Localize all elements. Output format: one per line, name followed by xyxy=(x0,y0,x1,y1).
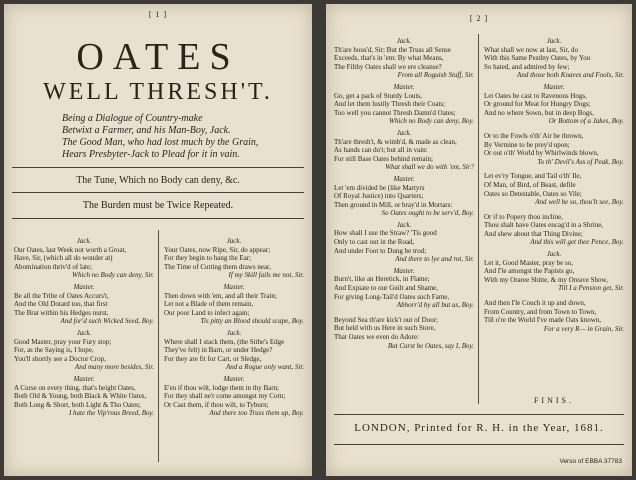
speaker-label: Jack. xyxy=(226,237,242,245)
verso-note: Verso of EBBA 37783 xyxy=(559,458,622,465)
stanza xyxy=(164,329,304,372)
stanza xyxy=(334,221,474,264)
divider xyxy=(334,444,624,445)
speaker-label: Master. xyxy=(543,82,565,91)
intro-line: Being a Dialogue of Country-make xyxy=(62,113,203,124)
verse-line: Exceeds, that's in 'em: By what Means, xyxy=(334,54,444,63)
refrain-line: And for'd such Wicked Seed, Boy. xyxy=(60,317,154,326)
verse-line: Your Oates, now Ripe, Sir, do appear; xyxy=(164,245,271,254)
finis: FINIS. xyxy=(533,396,574,405)
verse-line: How shall I use the Straw? 'Tis good xyxy=(334,229,437,238)
verse-line: And under Foot to Dung be trod; xyxy=(334,246,427,255)
refrain-line: And there to lye and rot, Sir. xyxy=(395,255,474,264)
verse-line: Or Cast them, if thou wilt, to Tyburn; xyxy=(164,400,269,409)
verse-line: Till o're the World I've made Oats known, xyxy=(484,316,602,325)
stanza xyxy=(164,375,304,418)
verse-line: Or out o'th' World by Whirlwinds blown, xyxy=(484,149,599,158)
dialogue-column-left xyxy=(14,234,154,418)
dialogue-column-right xyxy=(484,34,624,333)
verse-line: And then I'le Couch it up and down, xyxy=(484,299,586,308)
stanza xyxy=(484,83,624,126)
dialogue-column-left xyxy=(334,34,474,350)
verse-line: For still Base Oates behind remain; xyxy=(334,154,433,163)
speaker-label: Master. xyxy=(73,374,95,383)
stanza xyxy=(334,83,474,126)
verse-line: For they are fit for Cart, or Sledge, xyxy=(164,354,262,363)
broadside-page-1 xyxy=(4,4,312,476)
verse-line: Both Long & Short, both Light & Tho Oates; xyxy=(14,400,141,409)
refrain-line: Which no Body can deny, Sir. xyxy=(72,271,154,280)
verse-line: Let it, Good Master, pray be so, xyxy=(484,258,573,267)
refrain-line: From all Roguish Stuff, Sir. xyxy=(397,71,474,80)
speaker-label: Jack. xyxy=(76,237,92,245)
stanza xyxy=(484,37,624,80)
verse-line: Beyond Sea th'are kick't out of Door; xyxy=(334,315,438,324)
stanza xyxy=(14,283,154,326)
refrain-line: And a Rogue only want, Sir. xyxy=(226,363,304,372)
verse-line: And the Old Dotard too, that first xyxy=(14,300,108,309)
speaker-label: Master. xyxy=(223,374,245,383)
refrain-line: And this will get thee Pence, Boy. xyxy=(530,238,624,247)
stanza xyxy=(484,207,624,247)
verse-line: And shew about that Thing Divine; xyxy=(484,229,583,238)
verse-line: Let 'em divided be (like Martyrs xyxy=(334,183,425,192)
verse-line: A Curse on every thing, that's height Oates, xyxy=(14,383,136,392)
verse-line: Then ground in Mill, or bray'd in Mortars: xyxy=(334,200,453,209)
verse-line: Or if to Popery thou incline, xyxy=(484,212,563,221)
verse-line: Of Man, of Bird, of Beast, defile xyxy=(484,180,576,189)
refrain-line: I hate the Vip'rous Breed, Boy. xyxy=(68,409,154,418)
verse-line: Go, get a pack of Sturdy Louts, xyxy=(334,91,422,100)
verse-line: Let ev'ry Tongue, and Tail o'th' Ile, xyxy=(484,172,582,181)
verse-line: Too well you cannot Thresh Damn'd Oates; xyxy=(334,108,456,117)
verse-line: Of Royal Justice) into Quarters; xyxy=(334,192,424,201)
speaker-label: Jack. xyxy=(396,128,412,137)
refrain-line: And many more besides, Sir. xyxy=(74,363,154,372)
stanza xyxy=(164,283,304,326)
page-number: [ 2 ] xyxy=(469,14,489,23)
intro-verse xyxy=(62,113,302,161)
speaker-label: Jack. xyxy=(546,250,562,259)
divider xyxy=(334,414,624,415)
verse-line: Only to cast out in the Road, xyxy=(334,238,415,247)
speaker-label: Jack. xyxy=(226,328,242,337)
verse-line: What shall we now at last, Sir, do xyxy=(484,45,579,54)
verse-line: The Brat within his Hedges nurst, xyxy=(14,308,109,317)
divider xyxy=(12,218,304,219)
stanza xyxy=(334,37,474,80)
verse-line: Good Master, pray your Fury stop; xyxy=(14,337,112,346)
verse-line: Thou shalt have Oates encag'd in a Shrine, xyxy=(484,221,604,230)
speaker-label: Master. xyxy=(393,266,415,275)
refrain-line: So Oates ought to be serv'd, Boy. xyxy=(381,209,474,218)
stanza xyxy=(334,267,474,310)
intro-line: Betwixt a Farmer, and his Man-Boy, Jack. xyxy=(62,125,231,136)
verse-line: From Country, and from Town to Town, xyxy=(484,307,597,316)
verse-line: Th'are thresh't, & wimb'd, & made as clean, xyxy=(334,137,457,146)
tune-line: The Tune, Which no Body can deny, &c. xyxy=(76,175,240,186)
verse-line: Or to the Fowls o'th' Air be thrown, xyxy=(484,131,584,140)
intro-line: Hears Presbyter-Jack to Plead for it in vain. xyxy=(62,149,240,160)
refrain-line: But Curst be Oates, say I, Boy. xyxy=(387,341,474,350)
stanza xyxy=(484,293,624,333)
refrain-line: For a very R— in Grain, Sir. xyxy=(543,324,624,333)
speaker-label: Jack. xyxy=(546,37,562,45)
verse-line: Burn't, like an Heretick, in Flame; xyxy=(334,275,430,284)
refrain-line: And those both Knaves and Fools, Sir. xyxy=(517,71,624,80)
verse-line: For giving Long-Tail'd Oates such Fame, xyxy=(334,292,450,301)
verse-line: For they begin to hang the Ear; xyxy=(164,254,252,263)
divider xyxy=(12,192,304,193)
refrain-line: To th' Devil's Ass of Peak, Boy. xyxy=(537,157,624,166)
stanza xyxy=(484,250,624,293)
speaker-label: Jack. xyxy=(396,37,412,45)
verse-line: Both Old & Young, both Black & White Oates, xyxy=(14,392,147,401)
verse-line: That Oates we even do Adore: xyxy=(334,333,419,341)
verse-line: They've felt) in Barn, or under Hedge? xyxy=(164,346,273,355)
verse-line: By Vermine to be prey'd upon; xyxy=(484,140,570,149)
refrain-line: Or Bottom of a Jakes, Boy. xyxy=(548,117,624,126)
verse-line: Be all the Tribe of Oates Accurs't, xyxy=(14,291,109,300)
refrain-line: What shall we do with 'em, Sir? xyxy=(385,163,474,172)
title-line-1: OATES xyxy=(76,36,240,78)
stanza xyxy=(14,237,154,280)
verse-line: As hands can do't; but all in vain: xyxy=(334,146,428,155)
speaker-label: Jack. xyxy=(396,220,412,229)
verse-line: And no where Sown, but in deep Bogs, xyxy=(484,108,594,117)
divider xyxy=(12,167,304,168)
refrain-line: Tis pitty an Blood should scape, Boy. xyxy=(200,317,304,326)
verse-line: E'en if thou wilt, lodge them in thy Barn; xyxy=(164,383,279,392)
verse-line: Our poor Land to infect again; xyxy=(164,308,250,317)
verse-line: Abomination thriv'd of late; xyxy=(14,262,93,271)
refrain-line: Which no Body can deny, Boy. xyxy=(389,117,474,126)
verse-line: Where shall I stack them, (the Sithe's Edge xyxy=(164,337,285,346)
speaker-label: Master. xyxy=(73,282,95,291)
stanza xyxy=(14,375,154,418)
refrain-line: If my Skill fails me not, Sir. xyxy=(228,271,304,280)
refrain-line: And well be so, thou'lt see, Boy. xyxy=(535,198,624,207)
verse-line: With this Same Pestlny Oates, by You xyxy=(484,54,591,63)
verse-line: The Filthy Oates shall we ere cleanse? xyxy=(334,62,442,71)
verse-line: And Expiate to our Guilt and Shame, xyxy=(334,284,439,293)
broadside-page-2 xyxy=(326,4,632,476)
page-number: [ 1 ] xyxy=(148,10,168,19)
refrain-line: Till I a Pension get, Sir. xyxy=(558,284,624,293)
intro-line: The Good Man, who had lost much by the Grain, xyxy=(62,137,259,148)
verse-line: So hated, and admired by few; xyxy=(484,62,570,71)
title-line-2: WELL THRESH'T. xyxy=(43,79,273,105)
column-rule xyxy=(478,34,479,404)
verse-line: And I'le amongst the Papists go, xyxy=(484,267,575,276)
speaker-label: Master. xyxy=(223,282,245,291)
verse-line: Let Oates be cast to Ravenous Hogs, xyxy=(484,91,587,100)
verse-line: You'll shortly see a Doctor Crop, xyxy=(14,354,106,363)
stanza xyxy=(334,175,474,218)
verse-line: Or ground for Meat for Hungry Dogs; xyxy=(484,100,591,109)
imprint: LONDON, Printed for R. H. in the Year, 1681. xyxy=(354,422,604,434)
verse-line: But held with us Here in such Store, xyxy=(334,324,436,333)
stanza xyxy=(334,310,474,350)
verse-line: For they shall ne'r come amongst my Corn; xyxy=(164,392,286,401)
refrain-line: Abhorr'd by all but us, Boy. xyxy=(396,301,474,310)
verse-line: The Time of Cutting them draws near, xyxy=(164,262,271,271)
speaker-label: Master. xyxy=(393,82,415,91)
verse-line: With my Oraree Shitte, & my Oreave Show, xyxy=(484,275,608,284)
speaker-label: Master. xyxy=(393,174,415,183)
stanza xyxy=(484,126,624,166)
verse-line: Th'are hous'd, Sir; But the Truss all Sense xyxy=(334,45,451,54)
stanza xyxy=(164,237,304,280)
verse-line: Let not a Blade of them remain, xyxy=(164,300,254,309)
refrain-line: And there too Truss them up, Boy. xyxy=(209,409,304,418)
column-rule xyxy=(158,230,159,462)
speaker-label: Jack. xyxy=(76,328,92,337)
verse-line: Have, Sir, (which all do wonder at) xyxy=(14,254,113,263)
verse-line: Our Oates, last Week not worth a Groat, xyxy=(14,245,127,254)
verse-line: And let them lustily Thresh their Coats; xyxy=(334,100,446,109)
stanza xyxy=(14,329,154,372)
verse-line: For, as the Saying is, I hope, xyxy=(14,346,94,355)
verse-line: Then down with 'em, and all their Train; xyxy=(164,291,277,300)
stanza xyxy=(334,129,474,172)
dialogue-column-right xyxy=(164,234,304,418)
verse-line: Oates so Detestable, Oates so Vile; xyxy=(484,189,582,198)
burden-line: The Burden must be Twice Repeated. xyxy=(82,200,234,211)
stanza xyxy=(484,166,624,206)
